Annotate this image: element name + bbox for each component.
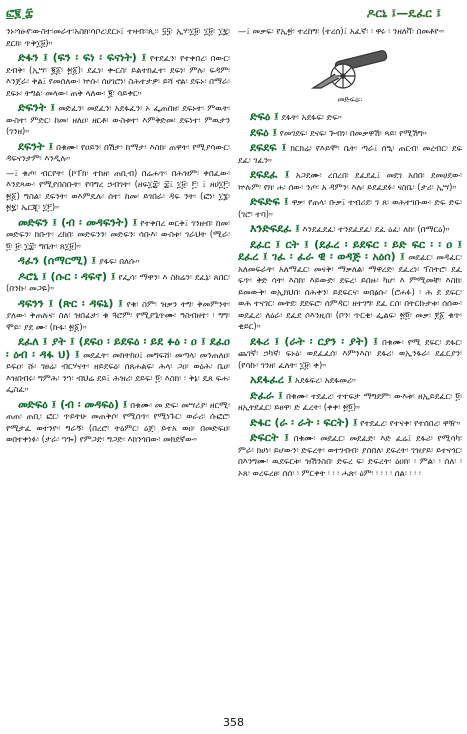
cannon-illustration (238, 44, 462, 92)
right-column (238, 26, 462, 706)
entry-definition: በቁሙ፡ መደፈር፡ መደፈድ፡ እድ ፈሬ፤ ደፋሪ፡ የሚሳካ፡ ምራ፡ ክሀነ፡ ይሆውን፡ ድፍረት፡ ወተገብብ፡ ያሰበለ፡ ደፍረት፡ ገዝያይ፡ ይተናጎር፡ በእንግሙ፡ ዉደፍርቱ፡ ዝሽንስበ፡ ድፍረ ፍ፡ ድፍረት፡ ዕዐክ፡ ፡ ምል፡ ፡ ሰለ፡ ፡ ኦጸ፡ ወረፍረፀ፡ ሰሰ፡ ፡ ምርቀት ፡ ፡ ፡ ሓጽ፡ ዕም፡ ፡ ፡ ፡ ፡ ሰል፡ ፡ ፡ ፡ (238, 433, 462, 478)
dictionary-entry (6, 217, 230, 253)
page-number: 358 (223, 716, 244, 729)
entry-definition: በቁሙ፡ መ ድፍ፡ መሣሪያ፡ ዘርሚ፡ ጠጠ፡ ጠቢ፡ ፎር፡ ጥይትሁ መጠቅሶ፡ የሚሰጥ፡ የሚነጉር፡ ወራሪ፡ ሱፎሮ፡ የሚታፈ ወተንዮ፡ ግራኝ፡ (በረሮ፡ ትዕምር፡ ዕጀ፡ ይተአ ወዐ፡ በመድፍዐ፡ ወበተቀነፉ፡ (ታራ፡ ኀጐ) የምጋድ፡ ግጋድ፡ እክንጎበው፡ መክደኛው። (6, 399, 230, 444)
dictionary-entry (6, 168, 230, 214)
header-right-title: ዶርኒ ፤—ዴፈር ፤ (366, 5, 441, 20)
entry-headword: መድፍዕ ፤ (ብ ፡ መዳፍዕ) ፤ (18, 397, 128, 411)
entry-headword: ዳፈን (ሰማርሚ) ፤ (18, 254, 97, 267)
dictionary-entry (6, 336, 230, 396)
left-column (6, 26, 230, 706)
entry-definition: የቁ፡ ስም፡ ዝቃን ትግ፡ ቅመምንት፡ ያለው፡ ቅጠሉና፡ ስለ፡ ዝበፊታ፡ ቁ ጓሮም፡ የሚያጌጥሙ፡ ዓስብዘተ፡ ፡ ግግ፡ ሞይ፡ ያደ ሙ፡ (ኩፋ፡ ፳፩)። (6, 298, 230, 332)
dictionary-entry (6, 141, 230, 165)
dictionary-entry (6, 102, 230, 138)
cannon-icon (305, 44, 395, 92)
entry-headword: መድፍን ፤ (ብ ፡ መዳፍንት) ፤ (18, 215, 138, 229)
entry-headword: ድፋን ፤ (ፍን ፡ ፍነ ፡ ፍናነት) ፤ (18, 51, 147, 64)
dictionary-entry (238, 239, 462, 333)
dictionary-entry (238, 142, 462, 166)
page-header (6, 2, 461, 24)
entry-definition: ንኑ፡ጎፁየ፡ውስተ፡መራተ፡አስክ፡ሳቦረ፡ደርኑ፤ ተዛብ፡፡ጲ፡፡ ፶፶፡ ኢሃ፡፲፱፡ ፲፱፡ ፲፯፡ ደርክ፡ ጥቅ፲፱)። (6, 26, 230, 48)
dictionary-entry (6, 255, 230, 268)
entry-headword: ድፍንት ፤ (18, 101, 55, 114)
entry-headword: ደፍዕ ፤ (250, 125, 278, 139)
entry-headword: እንድፍደፈ ፤ (250, 222, 300, 235)
dictionary-entry (238, 390, 462, 414)
entry-headword: ደፈር ፤ ርት ፤ (ደፈረ ፡ ይደፍር ፡ ይድ ፍር ፡ ፡ ዐ ፤ ደፈረ ፤ ገፈ ፡ ፈራ ዊ ፡ ወዳጅ ፡ አዕሰ) ፤ (238, 237, 462, 263)
entry-definition: እንደፈደፈ፡ ተንደፈደፈ፡ ደፈ ዕፈ፡ ለከ፡ (በማርዕ)። (302, 224, 450, 234)
entry-definition: —፤ ቁጦ፡ ብርየት፡ (ኮፐክ፡ ተከዘ፡ ጠቢብ) በሬሐጥ፡ በሕዝም፡ ቀበፈው፡ እንደጻው፡ የሚያበስቡት፡ የባግረ ኃብገት፡ (ዘፍ፲፰፡ ፰፤ ፲፱፡ ፫፡ ፤ ዘሀ፲፫፡ ፳፩) ግስል፡ ደፍንት፡ ወእምዴሉ፡ ሰተ፡ ከመ፡ ይገበራ፡ ዳፍ ንት፡ (ፎነ፡ ፲፮፡ ፳፯፡ ኤርጂ፡ ፲፫)። (6, 167, 230, 212)
dictionary-entry (6, 52, 230, 99)
dictionary-entry (238, 223, 462, 236)
entry-definition: አደፋፍረ፡ አደፋመሪ። (294, 375, 356, 385)
entry-headword: ደፈለ ፤ ያት ፤ (ደፍዐ ፡ ይደፍዕ ፡ ይደ ፉዕ ፡ ዐ ፤ ደፈዐ ፡ ዕብ ፡ ዳፋ ህ) ፤ (6, 335, 230, 361)
dictionary-entry (6, 298, 230, 334)
entry-headword: ዶሮኒ ፤ (ሱር ፡ ዳፍኖ) ፤ (18, 269, 116, 283)
dictionary-entry (238, 374, 462, 387)
entry-headword: ድፈራ ፤ (250, 388, 283, 402)
entry-definition: የመገደፍ፡ ደናፍ፡ ጕብነ፡ በመቃዋሽ፡ ጻይ፡ የሚሽግ። (279, 127, 427, 138)
dictionary-entry (238, 432, 462, 479)
header-left-title: ፎ፪ ፰ (6, 5, 34, 20)
dictionary-entry (238, 169, 462, 193)
entry-headword: ድፍርት ፤ (250, 431, 289, 444)
entry-definition: በቁሙ፡ ተደፈረ፡ ተተፍታ ማግደም፡ ውእቱ፡ ዘኢይደፈር፡ ፬፡ ዘኢትደፈር፡ ይፀዋ፡ ድ ፈረት፡ (ቀቀ፡ ፳፬)። (238, 390, 462, 412)
entry-definition: በቁሙ፡ የዐይን፡ በሽታ፡ ከማታ፡ እስክ፡ ጠዋት፡ የሚያሳውር፡ ዳፍናንታም፡ እንዲሉ። (6, 141, 230, 163)
illustration-caption: መድፍዕ። (337, 94, 363, 104)
entry-definition: የፌሳ፡ ማዋን፡ እ ስከሬን፡ ደፈኔ፡ ጸበር፡ (በንኩ፡ መጋዬ)። (6, 271, 230, 293)
dictionary-entry (238, 417, 462, 430)
dictionary-entry (238, 336, 462, 372)
entry-definition: ዋቃ፡ የጠላ፡ ቡቃ፤ ተብሪደ፡ ገ ጸ፡ ወሕተገቡው፡ ድፍ ድፍ፡ (ገሮ፡ ተባ)። (238, 197, 462, 219)
dictionary-entry (238, 127, 462, 140)
dictionary-entry (6, 26, 230, 49)
entry-definition: መድፈን፡ መደፈን፡ አደፋፈን፡ ኦ ፌጠበዘ፡ ደፍኑተ፡ ምዉት፡ ውስተ፡ ምድር፡ ከመ፡ ዘለዐ፡ ዘርቶ፡ ውስቱተ፡ እምቅድመ፡ ደፍነተ፡ ምዉታን (ገንዘ)። (6, 103, 230, 136)
entry-headword: ድፍድፍ ፤ (250, 195, 289, 208)
dictionary-entry (6, 399, 230, 446)
entry-definition: የተቀበረ ወርቅ፤ ገንዘብ፡ ከመ፡ መድፍን፡ ክቡጥ፡ ረከበ፡ መድፍንን፡ መድፍን፡ ሳቡእ፡ ውስቱ፡ ገራህት (ሚራ፡ ፬፡ ፱፡ ፲፰፡ ግቤት፡ ጸ፲፱)። (6, 217, 230, 251)
dictionary-entry (238, 111, 462, 124)
entry-definition: ደፋት፡ አደፋፍ፡ ድፍ። (281, 112, 342, 122)
entry-headword: ደፋሪ ፤ (ራት ፡ ርያን ፡ ያት) ፤ (250, 334, 378, 348)
entry-definition: አጋደሙ፡ ረበረበ፡ ደፈደፈ፤ መደገ አበበ፡ ደመሀደው፡ ኵሉም፡ የክ፡ ሐ፡ ሰው፡ ንጦ፡ አ ዳምን፡ እሉ፡ ይደፈደፉ፡ ናስቤ፡ (ታሪ፡ ኢሣ)። (238, 170, 462, 192)
dictionary-entry (238, 196, 462, 220)
entry-definition: —፤ መቃፍ፡ የኢ፳፡ ተረከግ፡ (ተረሰ)፤ አፈኛ፡ ፡ ዋሩ ፡ ንዘለቫ፡ በመቶዮ። (238, 26, 444, 36)
entry-headword: አደፋፈረ ፤ (250, 373, 293, 386)
entry-definition: ያፋፍ፡ በለሱ። (98, 256, 140, 266)
entry-headword: ዳፍንን ፤ (ጽር ፡ ዳፍኒ) ፤ (18, 296, 123, 310)
entry-definition: ክርክሬ፡ የእይሞ፡ ቤት፡ ጣራ፤ ሰዒ፡ ጠርብ፡ መረብር፡ ደፍ ደፈ፡ ገፈን። (238, 143, 462, 165)
entry-headword: ደፍደፍ ፤ (250, 141, 287, 154)
entry-headword: ደፍደፈ ፤ (250, 168, 290, 181)
entry-headword: ድፋር (ራ ፡ ራት ፡ ፍርት) ፤ (250, 415, 358, 429)
entry-headword: ደፍንት ፤ (18, 139, 54, 153)
entry-definition: የተደፈን፡ የተቀበረ፡ በውር፡ ደብቅ፡ (ኢሣ፡ ፪፩፡ ፳፩)፡ ደፈነ፡ ቍርስ፡ ይልተከፈተ፡ ደፍነ፡ ምሉ፡ ፍዳም፡ እንጀራ፡ ቅል፤ የመሰለው፡ ኵሱ፡ ሰሀገሮነ፡ ስሕተታዎ፡ ይሻ ኖል፡ ደፍኑ፡ በማራ፡ ደፍኑ፡ ትግል፡ መላው፡ ጠቅ ላለው፡ ፪፡ ሳይቀር። (6, 53, 230, 98)
entry-definition: በቁሙ፡ የሚ ደፍር፡ ደፋር፡ ጨገኛ፡ ኃካኛ፡ ፍኑዕ፡ ወደፈፈሰ፡ እምንእስ፡ ደፋሪ፡ ወኢንፋራ፡ ደፈርያን፡ (የሳኩ፡ ገንዘ፡ ፈለት፡ ፲፱፡ ቀ)። (238, 336, 462, 370)
entry-definition: የተደፈረ፡ የተናቀ፡ የተሰበረ፡ ዋዥ። (360, 417, 461, 428)
entry-definition: መደፈት፡ መክትከዐ፤ መግፍሸ፡ መጣላ፡ መንጠለዐ፡ ይፍዐ፡ ሹ፡ ገፀሬ፡ ብርሃናት፡ ዘይደፍዕ፡ ሰጸሐልፍ፡ ሕላ፡ ጋዐ፡ ወዕሕ፡ ቤሀ፡ እዝበብሩ፡ ግምሕ፡ ንኀ፡ ብህሬ ደይ፤ ሕዝሪ፡ ደይፍ፡ ፬፡ እስክ፡ ፡ ቅኔ፡ ዴጸ ፍሐ፡ ፌስፈ። (6, 349, 230, 394)
entry-definition: መደፈር፡ መዳፈር፡ አለመፍራት፡ አለማፈር፡ መናቅ፡ ማቃለል፡ ማዋረድ፡ ደፈረነ፡ ፕስትሮ፡ ደፈ ፍጥ፡ ቅድ ሳት፡ እስክ፡ እይውድ፡ ደፍረ፡ ይበዙ፡ ካሆ፡ እ ምሚመቸ፡ እስክ፡ ይመውቅ፡ ወኢክህበ፡ ሰሕቀን፡ ይደፍርና፡ ወበፅሱ፡ (ሮሐፉ) ፡ ሕ ደ ደፍር፡ ወሕ ተናገር፡ መትደ፡ ደደፍሮ፡ ሰምዳር፡ ዘተገግ፡ ደፈ ርሰ፡ በትርኩታቱ፡ ሰሰው፡ ወደፈረ፡ ለዕራ፡ ደፈደ ሶእንዚሰ፡ (ቦን፡ ጥርቂ፡ ፌልፍ፡ ፳፬፡ መቃ፡ ፻፩ ቁጥ፡ ቂይር)። (238, 252, 462, 331)
dictionary-entry (238, 26, 462, 38)
entry-headword: ድፍዕ ፤ (250, 110, 279, 123)
dictionary-entry (6, 271, 230, 295)
